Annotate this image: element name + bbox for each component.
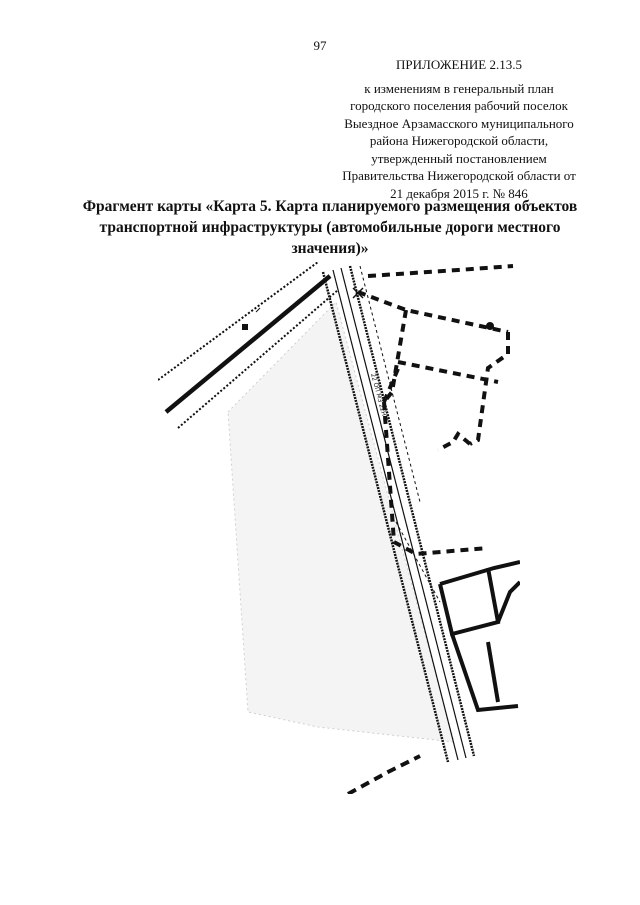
appendix-block [314, 56, 604, 202]
page-number: 97 [313, 38, 327, 53]
appendix-line: городского поселения рабочий поселок [350, 98, 568, 113]
appendix-line: Выездное Арзамасского муниципального [344, 115, 574, 131]
land-parcel-shading [228, 302, 454, 742]
road-label: 22 ОП МЗ 22Н-0 [369, 372, 389, 423]
land-parcels [440, 562, 520, 710]
appendix-line: утвержденный постановлением [371, 150, 547, 166]
map-title-line: транспортной инфраструктуры (автомобильные дороги местного [99, 219, 561, 236]
map-symbol [242, 324, 248, 330]
appendix-line: 21 декабря 2015 г. № 846 [390, 185, 528, 201]
map-title [60, 196, 600, 259]
lower-boundary [348, 756, 420, 794]
map-fragment [158, 262, 520, 794]
appendix-line: к изменениям в генеральный план [364, 80, 554, 96]
appendix-line: района Нижегородской области, [369, 133, 549, 148]
map-symbol [486, 322, 494, 330]
map-title-line: значения)» [291, 240, 369, 257]
map-title-line: Фрагмент карты «Карта 5. Карта планируемого размещения объектов [82, 198, 578, 215]
appendix-line: Правительства Нижегородской области от [342, 168, 576, 183]
appendix-heading: ПРИЛОЖЕНИЕ 2.13.5 [396, 57, 522, 72]
